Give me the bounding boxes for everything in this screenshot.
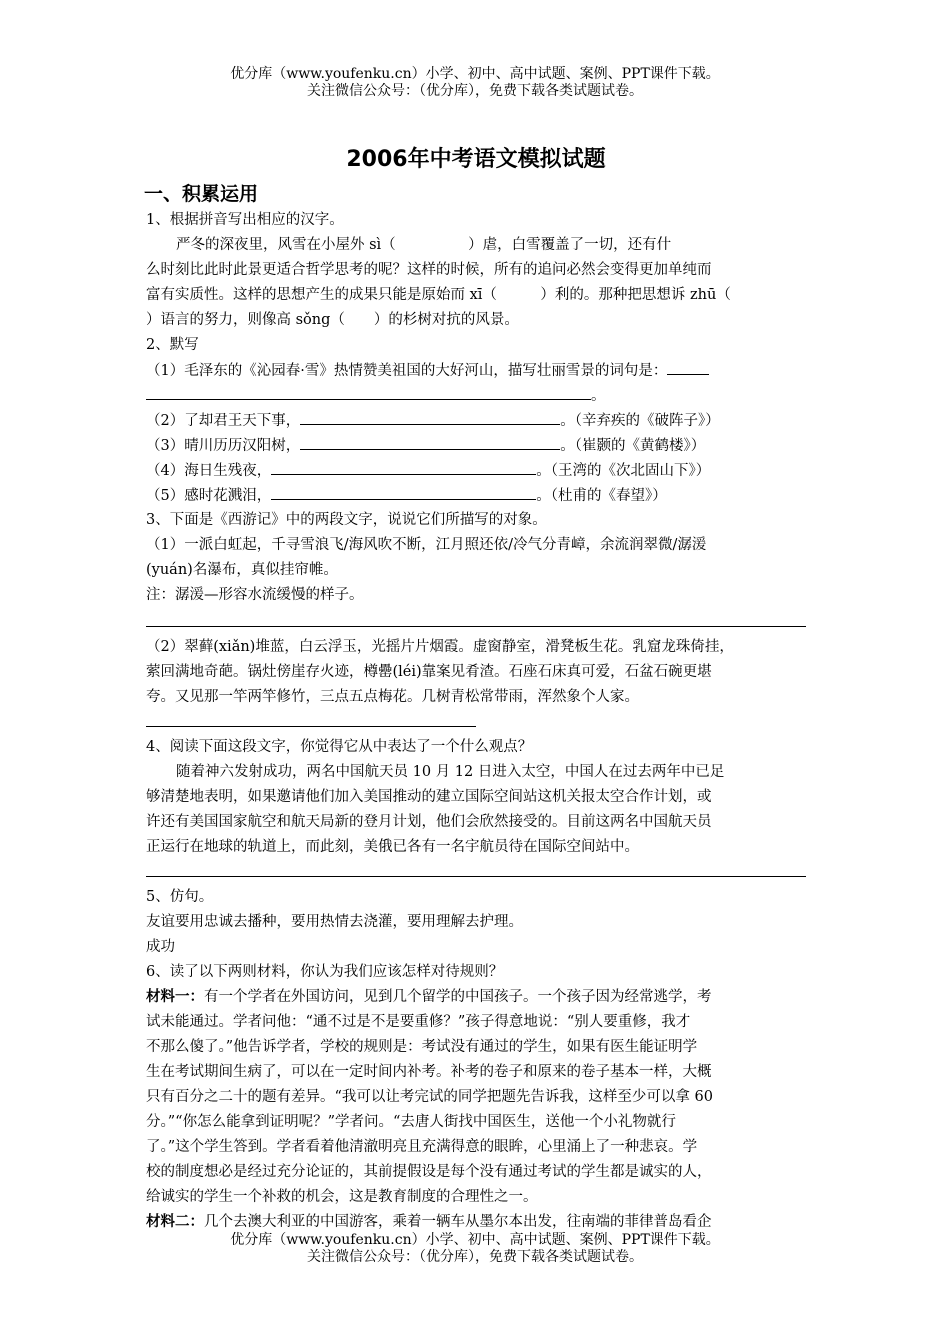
document-body [146,140,806,1235]
q2-item-4-text: （4）海日生残夜， [146,463,272,479]
q2-item-1-text: （1）毛泽东的《沁园春·雪》热情赞美祖国的大好河山，描写壮丽雪景的词句是： [146,363,668,379]
q6-material-1-line-7: 了。”这个学生答到。学者看着他清澈明亮且充满得意的眼眸，心里涌上了一种悲哀。学 [146,1139,698,1155]
q1-line-1: 严冬的深夜里，风雪在小屋外 sì（ ）虐，白雪覆盖了一切，还有什 [176,237,672,253]
q6-material-1-line-5: 只有百分之二十的题有差异。“我可以让考完试的同学把题先告诉我，这样至少可以拿 60 [146,1089,713,1105]
q5-example: 友谊要用忠诚去播种，要用热情去浇灌，要用理解去护理。 [146,914,523,930]
q6-material-1-line-9: 给诚实的学生一个补救的机会，这是教育制度的合理性之一。 [146,1189,538,1205]
page-title: 2006年中考语文模拟试题 [346,147,606,172]
q1-line-3: 富有实质性。这样的思想产生的成果只能是原始而 xī（ ）利的。那种把思想诉 zhū（ [146,287,731,303]
q2-item-3 [146,433,806,458]
q6-stem: 6、读了以下两则材料，你认为我们应该怎样对待规则？ [146,964,504,980]
material-1-text: 有一个学者在外国访问，见到几个留学的中国孩子。一个孩子因为经常逃学，考 [204,989,712,1005]
q4-line-4: 正运行在地球的轨道上，而此刻，美俄已各有一名宇航员待在国际空间站中。 [146,839,639,855]
q4-line-2: 够清楚地表明，如果邀请他们加入美国推动的建立国际空间站这机关报太空合作计划，或 [146,789,712,805]
q3-p2-line-3: 夸。又见那一竿两竿修竹，三点五点梅花。几树青松常带雨，浑然象个人家。 [146,689,639,705]
q2-item-4 [146,458,806,483]
q4-line-3: 许还有美国国家航空和航天局新的登月计划，他们会欣然接受的。目前这两名中国航天员 [146,814,712,830]
q1-stem: 1、根据拼音写出相应的汉字。 [146,212,344,228]
q2-item-1-cont [146,383,806,408]
q3-stem: 3、下面是《西游记》中的两段文字，说说它们所描写的对象。 [146,512,547,528]
q1-line-4: ）语言的努力，则像高 sǒng（ ）的杉树对抗的风景。 [146,312,519,328]
q2-item-5 [146,483,806,508]
footer-line-1: 优分库（www.youfenku.cn）小学、初中、高中试题、案例、PPT课件下载。 [230,1232,720,1248]
q2-item-5-text: （5）感时花溅泪， [146,488,272,504]
answer-blank[interactable] [271,458,536,475]
q2-stem: 2、默写 [146,337,199,353]
q5-stem: 5、仿句。 [146,889,214,905]
q6-material-1-line-4: 生在考试期间生病了，可以在一定时间内补考。补考的卷子和原来的卷子基本一样，大概 [146,1064,712,1080]
q3-p1-line-1: （1）一派白虹起，千寻雪浪飞/海风吹不断，江月照还依/冷气分青嶂，余流润翠微/潺湲 [146,537,707,553]
answer-blank[interactable] [667,358,709,375]
header-line-1: 优分库（www.youfenku.cn）小学、初中、高中试题、案例、PPT课件下载。 [230,66,720,82]
q4-line-1: 随着神六发射成功，两名中国航天员 10 月 12 日进入太空，中国人在过去两年中已足 [176,764,725,780]
q6-material-1-line-3: 不那么傻了。”他告诉学者，学校的规则是：考试没有通过的学生，如果有医生能证明学 [146,1039,698,1055]
material-2-text: 几个去澳大利亚的中国游客，乘着一辆车从墨尔本出发，往南端的菲律普岛看企 [204,1214,712,1230]
answer-line[interactable] [146,862,806,877]
answer-blank[interactable] [300,433,560,450]
q3-p2-line-1: （2）翠藓(xiǎn)堆蓝，白云浮玉，光摇片片烟霞。虚窗静室，滑凳板生花。乳窟龙珠倚挂， [146,639,734,655]
page-footer [0,1232,950,1266]
answer-line[interactable] [146,612,806,627]
q6-material-1-line-1 [146,985,806,1010]
q2-item-1 [146,358,806,383]
q3-p2-line-2: 萦回满地奇葩。锅灶傍崖存火迹，樽罍(léi)靠案见肴渣。石座石床真可爱，石盆石碗更堪 [146,664,712,680]
period: 。 [591,388,606,404]
q4-stem: 4、阅读下面这段文字，你觉得它从中表达了一个什么观点？ [146,739,533,755]
answer-blank[interactable] [271,483,536,500]
section-heading: 一、积累运用 [144,183,259,205]
material-1-label: 材料一： [146,989,204,1005]
q2-item-2 [146,408,806,433]
q6-material-1-line-6: 分。”“你怎么能拿到证明呢？”学者问。“去唐人街找中国医生，送他一个小礼物就行 [146,1114,676,1130]
answer-blank[interactable] [146,383,591,400]
answer-line[interactable] [146,712,476,727]
material-2-label: 材料二： [146,1214,204,1230]
q2-item-5-source: 。（杜甫的《春望》） [536,488,667,504]
q1-line-2: 么时刻比此时此景更适合哲学思考的呢？这样的时候，所有的追问必然会变得更加单纯而 [146,262,712,278]
answer-blank[interactable] [300,408,560,425]
header-line-2: 关注微信公众号：（优分库），免费下载各类试题试卷。 [307,83,643,99]
footer-line-2: 关注微信公众号：（优分库），免费下载各类试题试卷。 [307,1249,643,1265]
q3-note: 注：潺湲—形容水流缓慢的样子。 [146,587,364,603]
q2-item-2-source: 。（辛弃疾的《破阵子》） [560,413,720,429]
q2-item-2-text: （2）了却君王天下事， [146,413,301,429]
q5-prompt: 成功 [146,939,175,955]
q6-material-1-line-8: 校的制度想必是经过充分论证的，其前提假设是每个没有通过考试的学生都是诚实的人， [146,1164,712,1180]
q2-item-4-source: 。（王湾的《次北固山下》） [536,463,711,479]
q2-item-3-text: （3）晴川历历汉阳树， [146,438,301,454]
page-header [0,66,950,100]
q2-item-3-source: 。（崔颢的《黄鹤楼》） [560,438,706,454]
q3-p1-line-2: (yuán)名瀑布，真似挂帘帷。 [146,562,338,578]
q6-material-1-line-2: 试未能通过。学者问他：“通不过是不是要重修？”孩子得意地说：“别人要重修，我才 [146,1014,691,1030]
